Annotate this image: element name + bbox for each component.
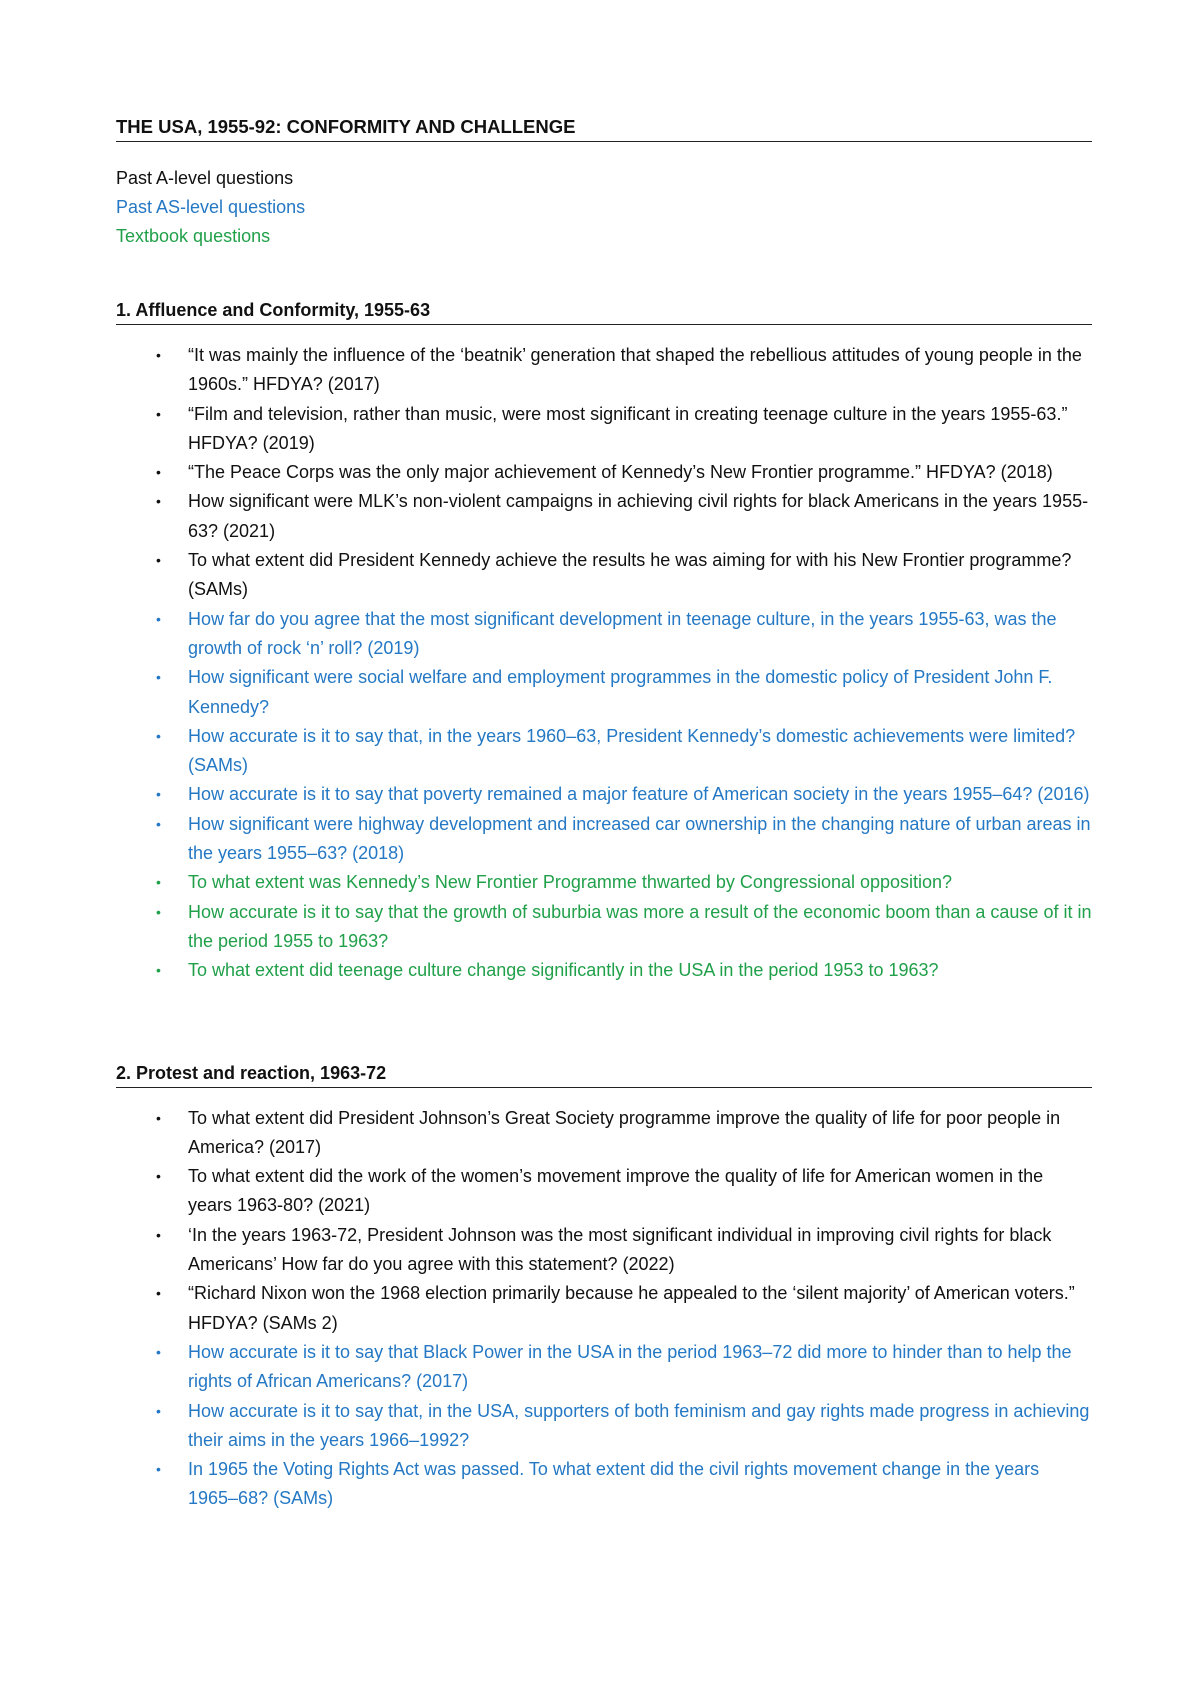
colour-key xyxy=(116,164,1092,251)
question-text: To what extent did President Kennedy achieve the results he was aiming for with his New Frontier programme? (SAMs) xyxy=(188,550,1072,600)
question-item xyxy=(116,1221,1092,1280)
question-list xyxy=(116,341,1092,986)
question-item xyxy=(116,341,1092,400)
question-text: How accurate is it to say that Black Power in the USA in the period 1963–72 did more to hinder than to help the rights of African Americans? (2017) xyxy=(188,1341,1072,1392)
legend-textbook: Textbook questions xyxy=(116,226,271,246)
question-item xyxy=(116,722,1092,781)
question-text: “It was mainly the influence of the ‘beatnik’ generation that shaped the rebellious attitudes of young people in the 1960s.” HFDYA? (2017) xyxy=(188,345,1082,395)
bullet-icon: • xyxy=(156,1226,161,1243)
question-text: How accurate is it to say that, in the years 1960–63, President Kennedy’s domestic achievements were limited? (SAMs) xyxy=(188,725,1076,776)
bullet-icon: • xyxy=(156,493,161,510)
question-text: How accurate is it to say that, in the USA, supporters of both feminism and gay rights made progress in achieving their aims in the years 1966–1992? xyxy=(188,1400,1090,1450)
document-page xyxy=(116,116,1092,1514)
question-item xyxy=(116,1279,1092,1338)
bullet-icon: • xyxy=(156,1109,161,1126)
question-text: To what extent did the work of the women’s movement improve the quality of life for American women in the years 1963-80? (2021) xyxy=(188,1166,1044,1216)
question-text: To what extent was Kennedy’s New Frontier Programme thwarted by Congressional opposition? xyxy=(188,872,953,893)
bullet-icon: • xyxy=(156,903,161,920)
document-title: THE USA, 1955-92: CONFORMITY AND CHALLENGE xyxy=(116,116,1092,142)
question-item xyxy=(116,898,1092,957)
question-item xyxy=(116,868,1092,897)
question-text: ‘In the years 1963-72, President Johnson was the most significant individual in improving civil rights for black Americans’ How far do you agree with this statement? (2022) xyxy=(188,1224,1052,1275)
bullet-icon: • xyxy=(156,1285,161,1302)
question-text: “Film and television, rather than music, were most significant in creating teenage culture in the years 1955-63.” HFDYA? (2019) xyxy=(188,403,1068,453)
question-text: “Richard Nixon won the 1968 election primarily because he appealed to the ‘silent majority’ of American voters.” HFDYA? (SAMs 2) xyxy=(188,1283,1075,1333)
question-item xyxy=(116,1162,1092,1221)
question-text: “The Peace Corps was the only major achievement of Kennedy’s New Frontier programme.” HFDYA? (2018) xyxy=(188,462,1053,483)
question-text: How significant were highway development and increased car ownership in the changing nature of urban areas in the years 1955–63? (2018) xyxy=(188,813,1091,864)
bullet-icon: • xyxy=(156,1343,161,1360)
question-item xyxy=(116,487,1092,546)
bullet-icon: • xyxy=(156,610,161,627)
question-text: To what extent did teenage culture change significantly in the USA in the period 1953 to 1963? xyxy=(188,960,939,981)
bullet-icon: • xyxy=(156,786,161,803)
question-item xyxy=(116,400,1092,459)
question-item xyxy=(116,1104,1092,1163)
question-item xyxy=(116,605,1092,664)
bullet-icon: • xyxy=(156,405,161,422)
question-item xyxy=(116,810,1092,869)
bullet-icon: • xyxy=(156,815,161,832)
legend-a-level: Past A-level questions xyxy=(116,168,294,188)
question-item xyxy=(116,663,1092,722)
bullet-icon: • xyxy=(156,552,161,569)
bullet-icon: • xyxy=(156,1402,161,1419)
question-item xyxy=(116,1455,1092,1514)
question-text: To what extent did President Johnson’s Great Society programme improve the quality of life for poor people in America? (2017) xyxy=(188,1107,1061,1157)
legend-as-level: Past AS-level questions xyxy=(116,197,306,217)
bullet-icon: • xyxy=(156,874,161,891)
bullet-icon: • xyxy=(156,669,161,686)
question-item xyxy=(116,546,1092,605)
question-text: How significant were social welfare and employment programmes in the domestic policy of President John F. Kennedy? xyxy=(188,667,1053,717)
section-heading: 2. Protest and reaction, 1963-72 xyxy=(116,1062,1092,1088)
bullet-icon: • xyxy=(156,1168,161,1185)
bullet-icon: • xyxy=(156,1461,161,1478)
bullet-icon: • xyxy=(156,962,161,979)
section-protest-reaction xyxy=(116,1062,1092,1514)
question-text: How significant were MLK’s non-violent campaigns in achieving civil rights for black Americans in the years 1955-63? (2021) xyxy=(188,491,1089,541)
bullet-icon: • xyxy=(156,727,161,744)
question-item xyxy=(116,956,1092,985)
question-text: How accurate is it to say that the growth of suburbia was more a result of the economic boom than a cause of it in the period 1955 to 1963? xyxy=(188,901,1092,951)
question-item xyxy=(116,780,1092,809)
section-heading: 1. Affluence and Conformity, 1955-63 xyxy=(116,299,1092,325)
bullet-icon: • xyxy=(156,464,161,481)
section-affluence-conformity xyxy=(116,299,1092,986)
question-text: How accurate is it to say that poverty remained a major feature of American society in the years 1955–64? (2016) xyxy=(188,784,1090,805)
bullet-icon: • xyxy=(156,347,161,363)
question-item xyxy=(116,1397,1092,1456)
question-text: In 1965 the Voting Rights Act was passed. To what extent did the civil rights movement change in the years 1965–68? (SAMs) xyxy=(188,1459,1040,1509)
question-list xyxy=(116,1104,1092,1514)
question-item xyxy=(116,458,1092,487)
question-text: How far do you agree that the most significant development in teenage culture, in the years 1955-63, was the growth of rock ‘n’ roll? (2019) xyxy=(188,608,1057,658)
question-item xyxy=(116,1338,1092,1397)
